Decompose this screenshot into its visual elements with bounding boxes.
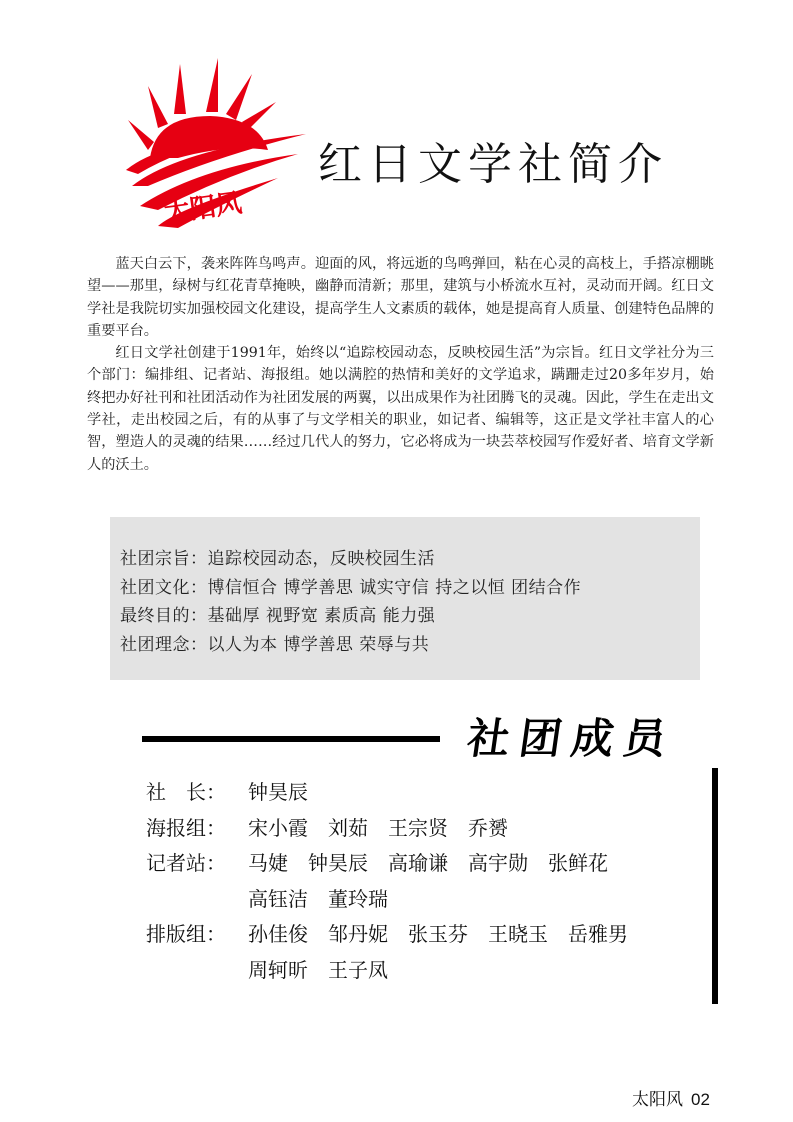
member-name: 岳雅男 — [568, 922, 628, 946]
member-row — [146, 811, 698, 847]
member-name: 王晓玉 — [488, 922, 548, 946]
member-name: 董玲瑞 — [328, 886, 388, 911]
member-name: 王子凤 — [328, 957, 388, 982]
logo-text: 太阳风 — [162, 188, 244, 229]
info-purpose: 社团宗旨：追踪校园动态，反映校园生活 — [120, 549, 435, 569]
member-name: 马婕 — [248, 851, 288, 875]
info-culture: 社团文化：博信恒合 博学善思 诚实守信 持之以恒 团结合作 — [120, 577, 582, 598]
member-name: 王宗贤 — [388, 815, 448, 840]
member-name: 乔赟 — [468, 815, 508, 840]
member-name: 高宇勋 — [468, 851, 528, 875]
member-name: 孙佳俊 — [248, 922, 308, 946]
page-footer — [632, 1085, 710, 1110]
intro-paragraph: 蓝天白云下，袭来阵阵鸟鸣声。迎面的风，将远逝的鸟鸣弹回，粘在心灵的高枝上，手搭凉棚眺望——那里，绿树与红花青草掩映，幽静而清新；那里，建筑与小桥流水互衬，灵动而开阔。红日文学社是我院切实加强校园文化建设，提高学生人文素质的载体，她是提高育人质量、创建特色品牌的重要平台。 — [87, 256, 714, 339]
info-philosophy: 社团理念：以人为本 博学善思 荣辱与共 — [120, 634, 430, 655]
footer-magazine-name: 太阳风 — [632, 1090, 683, 1109]
page-number: 02 — [691, 1090, 710, 1109]
member-name: 张鲜花 — [548, 851, 608, 875]
member-name: 刘茹 — [328, 815, 368, 840]
member-role: 排版组： — [146, 922, 226, 946]
taiyangfeng-logo — [118, 58, 308, 230]
member-role: 记者站： — [146, 851, 226, 875]
member-names — [248, 846, 698, 917]
member-row — [146, 775, 698, 811]
member-role: 海报组： — [146, 815, 226, 840]
section-rule — [142, 736, 440, 742]
members-heading: 社团成员 — [464, 714, 680, 763]
member-row — [146, 917, 698, 988]
member-name: 张玉芬 — [408, 922, 468, 946]
member-role: 社 长： — [146, 780, 226, 804]
member-name: 邹丹妮 — [328, 922, 388, 946]
member-name: 钟昊辰 — [248, 780, 308, 804]
member-names — [248, 811, 698, 847]
section-side-bar — [712, 768, 718, 1004]
intro-text — [87, 253, 714, 476]
info-goal: 最终目的：基础厚 视野宽 素质高 能力强 — [120, 606, 436, 626]
member-name: 钟昊辰 — [308, 851, 368, 875]
member-row — [146, 846, 698, 917]
member-names — [248, 917, 698, 988]
member-name: 高钰洁 — [248, 886, 308, 911]
member-names — [248, 775, 698, 811]
member-name: 高瑜谦 — [388, 851, 448, 875]
member-name: 宋小霞 — [248, 815, 308, 840]
members-list — [146, 775, 698, 988]
club-info-box — [110, 517, 700, 680]
page-title: 红日文学社简介 — [318, 139, 668, 190]
intro-paragraph: 红日文学社创建于1991年，始终以“追踪校园动态，反映校园生活”为宗旨。红日文学社分为三个部门：编排组、记者站、海报组。她以满腔的热情和美好的文学追求，蹒跚走过20多年岁月，始终把办好社刊和社团活动作为社团发展的两翼，以出成果作为社团腾飞的灵魂。因此，学生在走出文学社，走出校园之后，有的从事了与文学相关的职业，如记者、编辑等，这正是文学社丰富人的心智，塑造人的灵魂的结果……经过几代人的努力，它必将成为一块芸萃校园写作爱好者、培育文学新人的沃土。 — [87, 345, 714, 473]
member-name: 周轲昕 — [248, 957, 308, 982]
